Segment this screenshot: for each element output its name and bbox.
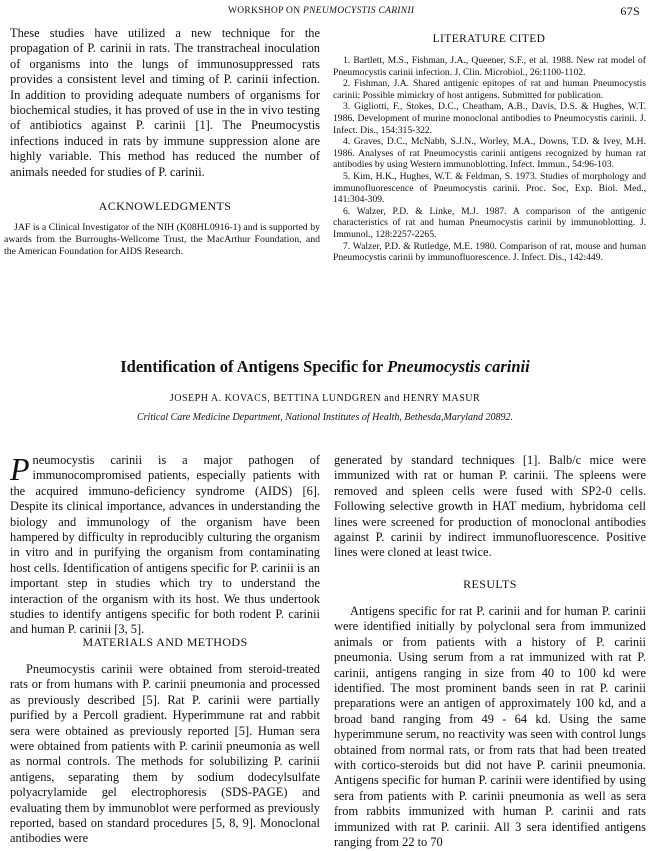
reference-item: 7. Walzer, P.D. & Rutledge, M.E. 1980. Comparison of rat, mouse and human Pneumocystis carinii by immunofluorescence. J. Infect. Dis., 142:449. [333, 240, 646, 264]
literature-cited-heading: LITERATURE CITED [432, 33, 546, 45]
methods-continued [334, 453, 646, 561]
methods-section [10, 662, 320, 847]
methods-continued-paragraph: generated by standard techniques [1]. Balb/c mice were immunized with rat or human P. carinii. The spleens were removed and spleen cells were fused with SP2-0 cells. Following selective growth in HAT medium, hybridoma cell lines were screened for production of monoclonal antibodies against P. carinii by indirect immunofluorescence. Positive lines were cloned at least twice. [334, 453, 646, 560]
results-section [334, 604, 646, 851]
reference-item: 1. Bartlett, M.S., Fishman, J.A., Queener, S.F., et al. 1988. New rat model of Pneumocystis carinii infection. J. Clin. Microbiol., 26:1100-1102. [333, 55, 646, 78]
previous-article-body [10, 26, 320, 180]
acknowledgments-text: JAF is a Clinical Investigator of the NIH (K08HL0916-1) and is supported by awards from the Burroughs-Wellcome Trust, the MacArthur Foundation, and the American Foundation for AIDS Research. [4, 222, 320, 257]
reference-list [333, 55, 646, 264]
article-affiliation: Critical Care Medicine Department, National Institutes of Health, Bethesda,Maryland 20892. [137, 412, 513, 423]
reference-item: 6. Walzer, P.D. & Linke, M.J. 1987. A comparison of the antigenic characteristics of rat and human Pneumocystis carinii by immunoblotting. J. Immunol., 128:2257-2265. [333, 205, 646, 240]
methods-heading: MATERIALS AND METHODS [82, 635, 248, 649]
running-title: WORKSHOP ON PNEUMOCYSTIS CARINII [228, 6, 415, 16]
results-paragraph: Antigens specific for rat P. carinii and for human P. carinii were identified initially by polyclonal sera from immunized animals or from patients with a history of P. carinii pneumonia. Using serum from a rat immunized with rat P. carinii, antigens ranging in size from 40 to 100 kd were identified. The most prominent bands seen in rat P. carinii preparations were an antigen of approximately 100 kd, and a broad band ranging from 49 - 64 kd. Using the same hyperimmune serum, no reactivity was seen with control lungs obtained from normal rats, or from rats that had been treated with cortico-steroids but did not have P. carinii pneumonia. Antigens specific for human P. carinii were identified by using sera from patients with P. carinii pneumonia as well as sera from rabbits immunized with human P. carinii and rats immunized with rat P. carinii. All 3 sera identified antigens ranging from 22 to 70 [334, 604, 646, 850]
acknowledgments-heading: ACKNOWLEDGMENTS [98, 199, 232, 213]
methods-paragraph: Pneumocystis carinii were obtained from steroid-treated rats or from humans with P. carinii pneumonia and processed as previously described [5]. Rat P. carinii were partially purified by a Percoll gradient. Hyperimmune rat and rabbit sera were obtained as previously reported [5]. Human sera were obtained from patients with P. carinii pneumonia as well as normal controls. The methods for solubilizing P. carinii antigens, separating them by sodium dodecylsulfate polyacrylamide gel electrophoresis (SDS-PAGE) and evaluating them by immunoblot were performed as previously reported, based on standard procedures [5, 8, 9]. Monoclonal antibodies were [10, 662, 320, 846]
previous-article-paragraph: These studies have utilized a new technique for the propagation of P. carinii in rats. The transtracheal inoculation of organisms into the lungs of immunosuppressed rats provides a consistent level and timing of P. carinii infection. In addition to providing adequate numbers of organisms for biochemical studies, it has proved of use in the in vivo testing of antibiotics against P. carinii [1]. The Pneumocystis infections induced in rats by immune suppression alone are highly variable. This method has reduced the number of animals needed for studies of P. carinii. [10, 26, 320, 179]
results-heading: RESULTS [463, 577, 517, 591]
introduction-section [10, 453, 320, 638]
reference-item: 3. Gigliotti, F., Stokes, D.C., Cheatham, A.B., Davis, D.S. & Hughes, W.T. 1986. Development of murine monoclonal antibodies to Pneumocystis carinii. J. Infect. Dis., 154:315-322. [333, 101, 646, 136]
reference-item: 2. Fishman, J.A. Shared antigenic epitopes of rat and human Pneumocystis carinii: Possible mimickry of host antigens. Submitted for publication. [333, 78, 646, 101]
page-number: 67S [620, 4, 640, 18]
article-title: Identification of Antigens Specific for Pneumocystis carinii [120, 357, 530, 376]
article-authors: JOSEPH A. KOVACS, BETTINA LUNDGREN and HENRY MASUR [169, 393, 481, 404]
introduction-paragraph: Pneumocystis carinii is a major pathogen of immunocompromised patients, especially patients with the acquired immuno-deficiency syndrome (AIDS) [6]. Despite its clinical importance, advances in understanding the biology and immunology of the organism have been hampered by difficulty in reproducibly culturing the organism in vitro and in purifying the organism from contaminating host cells. Identification of antigens specific for P. carinii is an important step in studies which try to understand the interaction of the organism with its host. We thus undertook studies to identify antigens specific for both rodent P. carinii and human P. carinii [3, 5]. [10, 451, 320, 637]
drop-cap: P [10, 451, 30, 487]
reference-item: 4. Graves, D.C., McNabb, S.J.N., Worley, M.A., Downs, T.D. & Ivey, M.H. 1986. Analyses of rat Pneumocystis carinii antigens recognized by human rat antibodies by using Western immunoblotting. Infect. Immun., 54:96-103. [333, 136, 646, 171]
reference-item: 5. Kim, H.K., Hughes, W.T. & Feldman, S. 1973. Studies of morphology and immunofluorescence of Pneumocystis carinii. Proc. Soc, Exp. Biol. Med., 141:304-309. [333, 170, 646, 206]
